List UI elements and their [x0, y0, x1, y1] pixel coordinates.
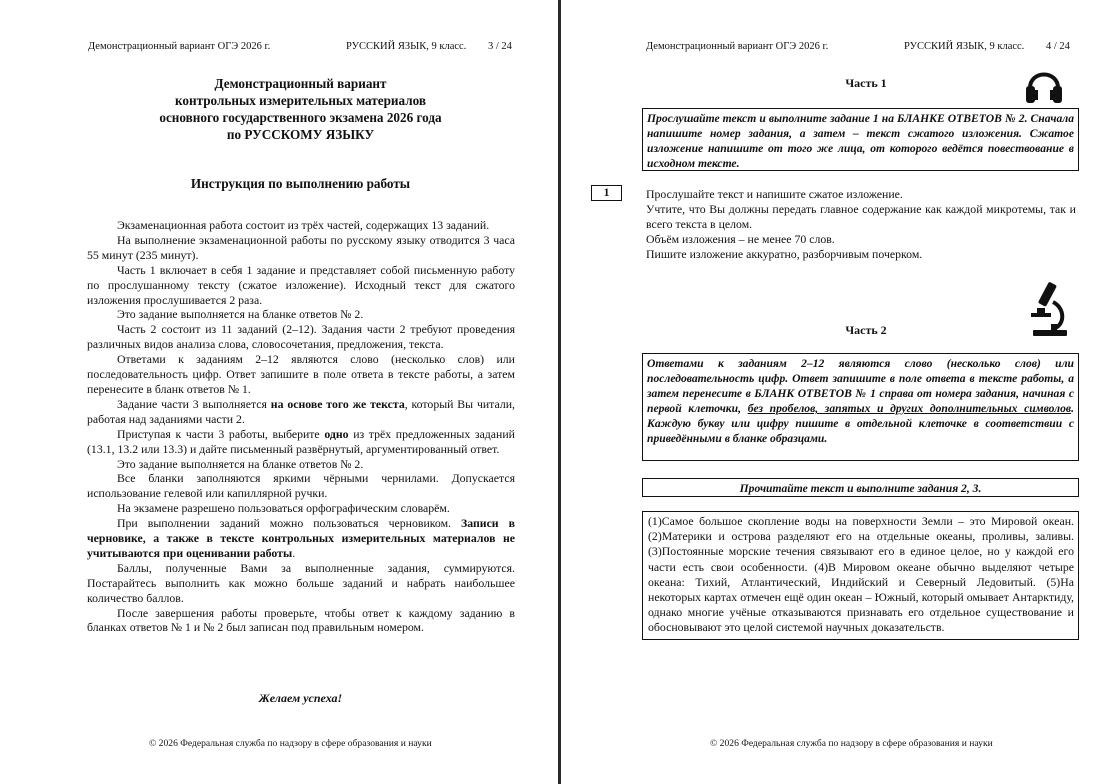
page-right — [561, 0, 1119, 784]
title-line: по РУССКОМУ ЯЗЫКУ — [226, 127, 375, 142]
header-page-number: 3 / 24 — [488, 41, 512, 52]
page-left — [0, 0, 558, 784]
closing-wish: Желаем успеха! — [258, 691, 343, 705]
part1-title: Часть 1 — [845, 76, 887, 90]
task1-line: Объём изложения – не менее 70 слов. — [646, 232, 835, 246]
part2-title: Часть 2 — [845, 323, 887, 337]
paragraph: Это задание выполняется на бланке ответов № 2. — [117, 456, 364, 471]
paragraph: Часть 1 включает в себя 1 задание и представляет собой письменную работу по прослушанному тексту (сжатое изложение). Исходный текст для сжатого изложения прослушивается 2 раза. — [87, 262, 515, 307]
document-title — [88, 75, 513, 143]
paragraph: Ответами к заданиям 2–12 являются слово (несколько слов) или последовательность цифр. Ответ запишите в поле ответа в тексте работы, а затем перенесите в бланк ответов № 1. — [87, 352, 515, 396]
instructions-title: Инструкция по выполнению работы — [190, 176, 411, 191]
emphasis: на основе того же текста — [270, 396, 405, 411]
task1-line: Учтите, что Вы должны передать главное содержание как каждой микротемы, так и всего текста в целом. — [646, 202, 1076, 231]
headphones-icon — [1024, 62, 1064, 111]
paragraph: Экзаменационная работа состоит из трёх частей, содержащих 13 заданий. — [117, 218, 490, 232]
paragraph: На выполнение экзаменационной работы по русскому языку отводится 3 часа 55 минут (235 минут). — [87, 232, 515, 262]
title-line: основного государственного экзамена 2026 года — [159, 110, 442, 125]
title-line: контрольных измерительных материалов — [174, 93, 427, 108]
task1-number: 1 — [591, 185, 622, 201]
paragraph: После завершения работы проверьте, чтобы ответ к каждому заданию в бланках ответов № 1 и № 2 был записан под правильным номером. — [87, 605, 515, 635]
task1-line: Прослушайте текст и напишите сжатое изложение. — [646, 187, 903, 201]
header-variant: Демонстрационный вариант ОГЭ 2026 г. — [646, 41, 829, 52]
emphasis: Записи в черновике, а также в тексте контрольных измерительных материалов не учитываются при оценивании работы — [87, 516, 515, 560]
part1-instruction: Прослушайте текст и выполните задание 1 на БЛАНКЕ ОТВЕТОВ № 2. Сначала напишите номер задания, а затем – текст сжатого изложения. Сжатое изложение напишите от того же лица, от которого ведётся повествование в исходном тексте. — [642, 108, 1079, 171]
paragraph: Это задание выполняется на бланке ответов № 2. — [117, 307, 364, 322]
paragraph: Задание части 3 выполняется на основе того же текста, который Вы читали, работая над заданиями части 2. — [87, 396, 515, 426]
instructions-body — [87, 218, 515, 635]
reading-text: (1)Самое большое скопление воды на поверхности Земли – это Мировой океан. (2)Материки и острова разделяют его на отдельные океаны, проливы, заливы. (3)Постоянные морские течения связывают его в единое целое, но у каждой его части есть свои особенности. (4)В Мировом океане обычно выделяют четыре океана: Тихий, Атлантический, Индийский и Северный Ледовитый. (5)На некоторых картах отмечен ещё один океан – Южный, который омывает Антарктиду, однако многие учёные отказываются признавать его отдельное существование и обосновывают это целой системой научных доказательств. — [642, 511, 1079, 640]
paragraph: Приступая к части 3 работы, выберите одно из трёх предложенных заданий (13.1, 13.2 или 13.3) и дайте письменный развёрнутый, аргументированный ответ. — [87, 426, 515, 456]
task1-text — [646, 187, 1076, 262]
paragraph: Все бланки заполняются яркими чёрными чернилами. Допускается использование гелевой или капиллярной ручки. — [87, 471, 515, 501]
header-subject: РУССКИЙ ЯЗЫК, 9 класс. — [904, 41, 1025, 52]
header-page-number: 4 / 24 — [1046, 41, 1070, 52]
title-line: Демонстрационный вариант — [214, 76, 387, 91]
emphasis: одно — [324, 426, 349, 441]
header-variant: Демонстрационный вариант ОГЭ 2026 г. — [88, 41, 271, 52]
part2-instruction: Ответами к заданиям 2–12 являются слово (несколько слов) или последовательность цифр. Ответ запишите в поле ответа в тексте работы, а затем перенесите в БЛАНК ОТВЕТОВ № 1 справа от номера задания, начиная с первой клеточки, без пробелов, запятых и других дополнительных символов. Каждую букву или цифру пишите в отдельной клеточке в соответствии с приведёнными в бланке образцами. — [642, 353, 1079, 461]
paragraph: При выполнении заданий можно пользоваться черновиком. Записи в черновике, а также в тексте контрольных измерительных материалов не учитываются при оценивании работы. — [87, 516, 515, 560]
reading-instruction: Прочитайте текст и выполните задания 2, 3. — [642, 478, 1079, 497]
task1-line: Пишите изложение аккуратно, разборчивым почерком. — [646, 247, 923, 261]
underlined-text: без пробелов, запятых и других дополнительных символов — [747, 402, 1072, 415]
paragraph: Часть 2 состоит из 11 заданий (2–12). Задания части 2 требуют проведения различных видов анализа слова, словосочетания, предложения, текста. — [87, 322, 515, 352]
page-footer: © 2026 Федеральная служба по надзору в сфере образования и науки — [149, 738, 432, 749]
paragraph: На экзамене разрешено пользоваться орфографическим словарём. — [117, 501, 450, 516]
page-footer: © 2026 Федеральная служба по надзору в сфере образования и науки — [710, 738, 993, 749]
paragraph: Баллы, полученные Вами за выполненные задания, суммируются. Постарайтесь выполнить как можно больше заданий и набрать наибольшее количество баллов. — [87, 560, 515, 605]
header-subject: РУССКИЙ ЯЗЫК, 9 класс. — [346, 41, 467, 52]
